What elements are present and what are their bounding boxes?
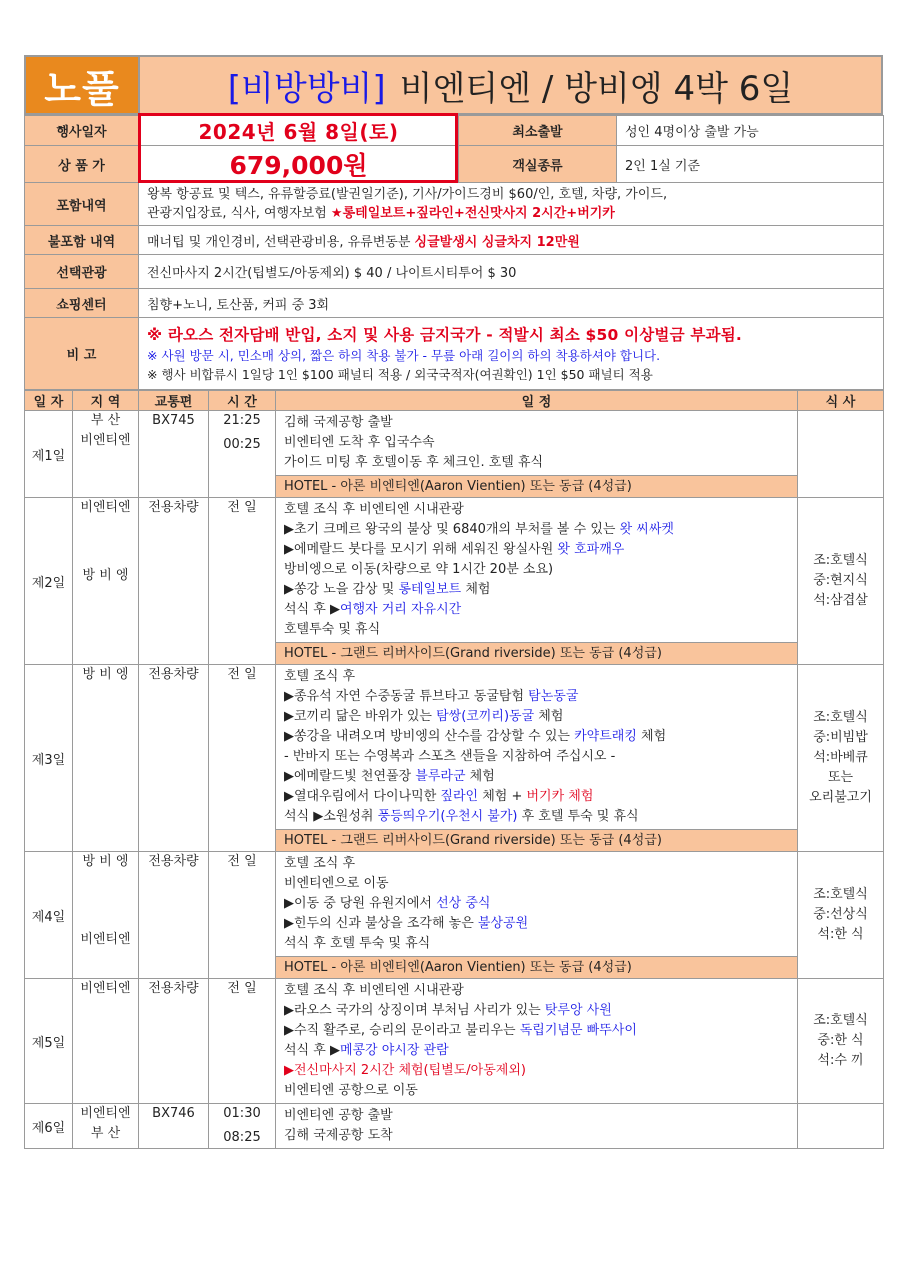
- transport-cell: [139, 411, 209, 498]
- schedule-highlight: 롱테일보트: [398, 582, 462, 597]
- schedule-line: [284, 667, 789, 687]
- schedule-text: ▶코끼리 닮은 바위가 있는: [284, 709, 437, 724]
- header-day: 일 자: [25, 391, 73, 411]
- day-label: 제3일: [25, 665, 73, 852]
- meal-entry: 조:호텔식: [813, 710, 868, 725]
- info-table: [24, 115, 884, 390]
- price-label: 상 품 가: [25, 146, 139, 183]
- schedule-text: 체험: [461, 582, 491, 597]
- schedule-text: ▶수직 활주로, 승리의 문이라고 불리우는: [284, 1023, 520, 1038]
- schedule-text: 호텔투숙 및 휴식: [284, 622, 381, 637]
- schedule-text: ▶라오스 국가의 상징이며 부처님 사리가 있는: [284, 1003, 545, 1018]
- schedule-highlight: 탓루앙 사원: [544, 1003, 612, 1018]
- time-cell: [209, 411, 276, 498]
- meal-cell: [798, 1104, 884, 1149]
- region-from: 비엔티엔: [80, 1106, 131, 1121]
- schedule-highlight: 왓 호파깨우: [557, 542, 625, 557]
- hotel-info: HOTEL - 그랜드 리버사이드(Grand riverside) 또는 동급 (4성급): [276, 643, 798, 665]
- meal-entry: 조:호텔식: [813, 887, 868, 902]
- room-type-label: 객실종류: [459, 146, 617, 183]
- schedule-text: 비엔티엔으로 이동: [284, 876, 389, 891]
- transport-value: BX745: [152, 413, 195, 428]
- schedule-highlight: 선상 중식: [436, 896, 491, 911]
- schedule-text: 체험 +: [478, 789, 527, 804]
- region-to: 부 산: [90, 1126, 121, 1141]
- transport-value: BX746: [152, 1106, 195, 1121]
- remark-ecig-ban: ※ 라오스 전자담배 반입, 소지 및 사용 금지국가 - 적발시 최소 $50 이상벌금 부과됨.: [147, 325, 742, 344]
- day-row: [25, 411, 884, 476]
- schedule-text: 석식 후 ▶: [284, 602, 340, 617]
- meal-entry: 석:수 끼: [817, 1053, 864, 1068]
- region-from: 방 비 엥: [82, 854, 129, 869]
- schedule-line: [284, 620, 789, 640]
- region-cell: [73, 498, 139, 665]
- schedule-cell: [276, 979, 798, 1104]
- schedule-line: [284, 1001, 789, 1021]
- day-label: 제1일: [25, 411, 73, 498]
- schedule-highlight: 왓 씨싸켓: [619, 522, 674, 537]
- hotel-info: HOTEL - 아론 비엔티엔(Aaron Vientien) 또는 동급 (4성급): [276, 957, 798, 979]
- transport-cell: [139, 1104, 209, 1149]
- schedule-text: 호텔 조식 후 비엔티엔 시내관광: [284, 983, 464, 998]
- time-departure: 21:25: [223, 413, 261, 428]
- schedule-highlight: 불상공원: [477, 916, 529, 931]
- day-label: 제5일: [25, 979, 73, 1104]
- transport-cell: [139, 852, 209, 979]
- schedule-line: [284, 874, 789, 894]
- region-from: 비엔티엔: [80, 981, 131, 996]
- schedule-highlight: 카약트래킹: [574, 729, 637, 744]
- transport-value: 전용차량: [148, 981, 199, 996]
- time-departure: 전 일: [227, 667, 257, 682]
- day-label: 제2일: [25, 498, 73, 665]
- optional-tour-label: 선택관광: [25, 255, 139, 289]
- schedule-line: [284, 1081, 789, 1101]
- remark-penalty: ※ 행사 비합류시 1일당 1인 $100 패널티 적용 / 외국국적자(여권확인) 1인 $50 패널티 적용: [147, 366, 653, 382]
- day-row: [25, 852, 884, 957]
- schedule-line: [284, 540, 789, 560]
- schedule-text: 비엔티엔 도착 후 입국수속: [284, 435, 435, 450]
- date-value: 2024년 6월 8일(토): [139, 116, 459, 146]
- meal-cell: [798, 498, 884, 665]
- meal-entry: 중:비빔밥: [813, 730, 868, 745]
- schedule-highlight: 여행자 거리 자유시간: [339, 602, 462, 617]
- schedule-line: [284, 787, 789, 807]
- schedule-highlight: 탐논동굴: [528, 689, 579, 704]
- schedule-cell: [276, 665, 798, 830]
- meal-entry: 석:바베큐: [813, 750, 868, 765]
- time-departure: 전 일: [227, 981, 257, 996]
- schedule-text: 호텔 조식 후: [284, 856, 356, 871]
- schedule-text: ▶이동 중 당원 유원지에서: [284, 896, 437, 911]
- included-highlight: ★롱테일보트+짚라인+전신맛사지 2시간+버기카: [330, 206, 615, 221]
- schedule-text: 호텔 조식 후: [284, 669, 356, 684]
- schedule-line: [284, 854, 789, 874]
- time-cell: [209, 852, 276, 979]
- schedule-cell: [276, 1104, 798, 1149]
- schedule-highlight: ▶전신마사지 2시간 체험(팁별도/아동제외): [284, 1063, 526, 1078]
- schedule-text: 방비엥으로 이동(차량으로 약 1시간 20분 소요): [284, 562, 554, 577]
- schedule-text: 비엔티엔 공항 출발: [284, 1108, 393, 1123]
- included-label: 포함내역: [25, 183, 139, 226]
- meal-entry: 오리불고기: [809, 790, 872, 805]
- transport-value: 전용차량: [148, 854, 199, 869]
- time-departure: 전 일: [227, 854, 257, 869]
- time-cell: [209, 665, 276, 852]
- region-to: 방 비 엥: [82, 568, 129, 583]
- tour-title-main: 비엔티엔 / 방비엥 4박 6일: [399, 68, 794, 109]
- included-line-2: [147, 204, 875, 223]
- day-row: [25, 979, 884, 1104]
- header-time: 시 간: [209, 391, 276, 411]
- optional-tour-value: 전신마사지 2시간(팁별도/아동제외) $ 40 / 나이트시티투어 $ 30: [139, 255, 884, 289]
- included-line-2-text: 관광지입장료, 식사, 여행자보험: [147, 206, 331, 221]
- header-transport: 교통편: [139, 391, 209, 411]
- schedule-text: ▶힌두의 신과 불상을 조각해 놓은: [284, 916, 478, 931]
- meal-cell: [798, 852, 884, 979]
- schedule-text: 석식 후 ▶: [284, 1043, 340, 1058]
- day-row: [25, 498, 884, 643]
- region-to: 비엔티엔: [80, 932, 131, 947]
- schedule-text: - 반바지 또는 수영복과 스포츠 샌들을 지참하여 주십시오 -: [284, 749, 616, 764]
- schedule-highlight: 버기카 체험: [526, 789, 594, 804]
- region-to: 비엔티엔: [80, 433, 131, 448]
- schedule-line: [284, 747, 789, 767]
- single-charge-note: 싱글발생시 싱글차지 12만원: [414, 234, 580, 250]
- tour-title-prefix: [비방방비]: [227, 68, 386, 109]
- schedule-text: 체험: [534, 709, 564, 724]
- remarks-value: [139, 318, 884, 390]
- schedule-line: [284, 934, 789, 954]
- remark-dress-code: ※ 사원 방문 시, 민소매 상의, 짧은 하의 착용 불가 - 무릎 아래 길이의 하의 착용하셔야 합니다.: [147, 347, 661, 363]
- meal-entry: 석:삼겹살: [813, 593, 868, 608]
- schedule-highlight: 메콩강 야시장 관람: [339, 1043, 449, 1058]
- schedule-line: [284, 560, 789, 580]
- transport-cell: [139, 498, 209, 665]
- excluded-label: 불포함 내역: [25, 226, 139, 255]
- itinerary-document: [24, 55, 883, 1149]
- header-meals: 식 사: [798, 391, 884, 411]
- schedule-highlight: 독립기념문 빠뚜사이: [519, 1023, 637, 1038]
- schedule-text: ▶열대우림에서 다이나믹한: [284, 789, 441, 804]
- time-cell: [209, 498, 276, 665]
- schedule-line: [284, 727, 789, 747]
- transport-cell: [139, 979, 209, 1104]
- schedule-line: [284, 981, 789, 1001]
- min-departure-label: 최소출발: [459, 116, 617, 146]
- schedule-line: [284, 1106, 789, 1126]
- schedule-line: [284, 453, 789, 473]
- schedule-text: ▶에메랄드빛 천연풀장: [284, 769, 416, 784]
- itinerary-header-row: [25, 391, 884, 411]
- time-cell: [209, 979, 276, 1104]
- transport-value: 전용차량: [148, 667, 199, 682]
- schedule-text: 김해 국제공항 도착: [284, 1128, 393, 1143]
- excluded-value: [139, 226, 884, 255]
- region-cell: [73, 665, 139, 852]
- meal-cell: [798, 979, 884, 1104]
- meal-cell: [798, 411, 884, 498]
- transport-value: 전용차량: [148, 500, 199, 515]
- schedule-text: 체험: [465, 769, 495, 784]
- price-value: 679,000원: [139, 146, 459, 183]
- hotel-info: HOTEL - 아론 비엔티엔(Aaron Vientien) 또는 동급 (4성급): [276, 476, 798, 498]
- schedule-cell: [276, 498, 798, 643]
- header-schedule: 일 정: [276, 391, 798, 411]
- schedule-text: 후 호텔 투숙 및 휴식: [517, 809, 639, 824]
- remarks-label: 비 고: [25, 318, 139, 390]
- schedule-text: 가이드 미팅 후 호텔이동 후 체크인. 호텔 휴식: [284, 455, 544, 470]
- header-region: 지 역: [73, 391, 139, 411]
- day-label: 제4일: [25, 852, 73, 979]
- schedule-line: [284, 1126, 789, 1146]
- schedule-line: [284, 767, 789, 787]
- room-type-value: 2인 1실 기준: [617, 146, 884, 183]
- region-cell: [73, 1104, 139, 1149]
- region-cell: [73, 979, 139, 1104]
- meal-entry: 중:선상식: [813, 907, 868, 922]
- meal-entry: 중:한 식: [817, 1033, 864, 1048]
- itinerary-body: [25, 411, 884, 1149]
- schedule-highlight: 풍등띄우기(우천시 불가): [377, 809, 518, 824]
- schedule-text: 호텔 조식 후 비엔티엔 시내관광: [284, 502, 464, 517]
- time-departure: 전 일: [227, 500, 257, 515]
- hotel-info: HOTEL - 그랜드 리버사이드(Grand riverside) 또는 동급 (4성급): [276, 830, 798, 852]
- schedule-line: [284, 433, 789, 453]
- schedule-text: 석식 후 호텔 투숙 및 휴식: [284, 936, 431, 951]
- schedule-text: ▶에메랄드 붓다를 모시기 위해 세워진 왕실사원: [284, 542, 558, 557]
- schedule-line: [284, 600, 789, 620]
- day-row: [25, 665, 884, 830]
- schedule-cell: [276, 852, 798, 957]
- schedule-highlight: 짚라인: [440, 789, 479, 804]
- schedule-line: [284, 707, 789, 727]
- tour-title: [140, 57, 881, 113]
- itinerary-table: [24, 390, 884, 1149]
- time-arrival: 00:25: [223, 437, 261, 452]
- min-departure-value: 성인 4명이상 출발 가능: [617, 116, 884, 146]
- schedule-text: ▶쏭강 노을 감상 및: [284, 582, 399, 597]
- region-from: 비엔티엔: [80, 500, 131, 515]
- meal-entry: 중:현지식: [813, 573, 868, 588]
- meal-entry: 석:한 식: [817, 927, 864, 942]
- schedule-line: [284, 580, 789, 600]
- time-arrival: 08:25: [223, 1130, 261, 1145]
- meal-cell: [798, 665, 884, 852]
- schedule-line: [284, 807, 789, 827]
- schedule-line: [284, 894, 789, 914]
- schedule-highlight: 탐쌍(코끼리)동굴: [436, 709, 535, 724]
- schedule-text: ▶초기 크메르 왕국의 불상 및 6840개의 부처를 볼 수 있는: [284, 522, 620, 537]
- shopping-label: 쇼핑센터: [25, 289, 139, 318]
- transport-cell: [139, 665, 209, 852]
- schedule-line: [284, 413, 789, 433]
- brand-logo: 노풀: [26, 57, 140, 113]
- schedule-text: ▶종유석 자연 수중동굴 튜브타고 동굴탐험: [284, 689, 529, 704]
- header-bar: [24, 55, 883, 115]
- day-label: 제6일: [25, 1104, 73, 1149]
- included-line-1: 왕복 항공료 및 텍스, 유류할증료(발권일기준), 기사/가이드경비 $60/인, 호텔, 차량, 가이드,: [147, 187, 668, 202]
- time-cell: [209, 1104, 276, 1149]
- region-from: 부 산: [90, 413, 121, 428]
- schedule-line: [284, 500, 789, 520]
- schedule-highlight: 블루라군: [415, 769, 466, 784]
- schedule-text: ▶쏭강을 내려오며 방비엥의 산수를 감상할 수 있는: [284, 729, 575, 744]
- region-cell: [73, 411, 139, 498]
- shopping-value: 침향+노니, 토산품, 커피 중 3회: [139, 289, 884, 318]
- schedule-line: [284, 1061, 789, 1081]
- included-value: [139, 183, 884, 226]
- excluded-text: 매너팁 및 개인경비, 선택관광비용, 유류변동분: [147, 234, 415, 250]
- schedule-text: 석식 ▶소원성취: [284, 809, 378, 824]
- schedule-cell: [276, 411, 798, 476]
- region-cell: [73, 852, 139, 979]
- schedule-line: [284, 520, 789, 540]
- schedule-text: 비엔티엔 공항으로 이동: [284, 1083, 418, 1098]
- schedule-line: [284, 1021, 789, 1041]
- meal-entry: 조:호텔식: [813, 553, 868, 568]
- day-row: [25, 1104, 884, 1149]
- meal-entry: 또는: [827, 770, 854, 785]
- region-from: 방 비 엥: [82, 667, 129, 682]
- schedule-text: 김해 국제공항 출발: [284, 415, 393, 430]
- time-departure: 01:30: [223, 1106, 261, 1121]
- schedule-line: [284, 687, 789, 707]
- schedule-line: [284, 1041, 789, 1061]
- date-label: 행사일자: [25, 116, 139, 146]
- schedule-text: 체험: [636, 729, 667, 744]
- schedule-line: [284, 914, 789, 934]
- meal-entry: 조:호텔식: [813, 1013, 868, 1028]
